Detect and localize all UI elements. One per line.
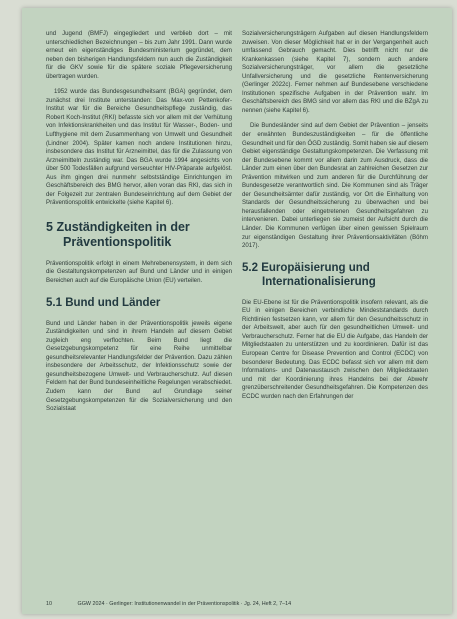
- section-number: 5.1: [46, 296, 62, 309]
- body-paragraph: Bund und Länder haben in der Präventionspolitik jeweils eigene Zuständigkeiten und sind in ihrem Handeln auf diesem Gebiet zugleich eng verflochten. Beim Bund liegt die Gesetzgebungskompetenz für eine Reihe unmittelbar gesundheitsrelevanter Handlungsfelder der Prävention. Dazu zählen insbesondere der Arbeitsschutz, der Infektionsschutz sowie der gesundheitsbezogene Umwelt- und Verbraucherschutz. Auf diesen Feldern hat der Bund bundeseinheitliche Regelungen verabschiedet. Zudem kann der Bund auf Grundlage seiner Gesetzgebungskompetenzen für die Sozialversicherung und den Sozialstaat: [46, 319, 232, 413]
- left-column: [46, 30, 232, 421]
- section-number: 5: [46, 219, 53, 234]
- page-footer: [46, 601, 436, 607]
- section-title-line1: Zuständigkeiten in der: [56, 219, 190, 234]
- body-paragraph: Sozialversicherungsträgern Aufgaben auf diesen Handlungsfeldern zuweisen. Von dieser Möglichkeit hat er in der Vergangenheit auch umfassend Gebrauch gemacht. Dies betrifft nicht nur die Krankenkassen (siehe Kapitel 7), sondern auch andere Sozialversicherungsträger, vor allem die gesetzliche Unfallversicherung und die gesetzliche Rentenversicherung (Gerlinger 2022c). Ferner nehmen auf Bundesebene verschiedene Institutionen spezifische Aufgaben in der Prävention wahr. Im Geschäftsbereich des BMG sind vor allem das RKI und die BZgA zu nennen (siehe Kapitel 6).: [242, 30, 428, 114]
- section-number: 5.2: [242, 261, 258, 274]
- section-heading-5-1: [46, 296, 232, 310]
- section-title-line2: Internationalisierung: [262, 275, 376, 288]
- right-column: [242, 30, 428, 408]
- body-paragraph: Die Bundesländer sind auf dem Gebiet der Prävention – jenseits der erwähnten Bundeszuständigkeiten – für die öffentliche Gesundheit und für den ÖGD zuständig. Somit haben sie auf diesem Gebiet eigenständige Gestaltungskompetenzen. Die Verfassung mit der Bundesebene kommt vor allem darin zum Ausdruck, dass die Länder zum einen über den Bundesrat an zahlreichen Gesetzen zur Prävention mitwirken und zum anderen für die Durchführung der Bundesgesetze verantwortlich sind. Die Kommunen sind als Träger der Gesundheitsämter dafür zuständig, vor Ort die Einhaltung von Standards der Gesundheitssicherung zu überwachen und bei herausfallenden oder eingetretenen Gesundheitsgefahren zu intervenieren. Dabei unterliegen sie zumeist der Aufsicht durch die Länder. Die Kommunen verfügen über einen gewissen Spielraum zur eigenständigen Gestaltung ihrer Präventionsaktivitäten (Böhm 2017).: [242, 122, 428, 250]
- section-heading-5: [46, 220, 232, 251]
- section-title-line2: Präventionspolitik: [63, 235, 172, 250]
- body-paragraph: Präventionspolitik erfolgt in einem Mehrebenensystem, in dem sich die Gestaltungskompetenzen auf Bund und Länder und in einigen Bereichen auch auf die Europäische Union (EU) verteilen.: [46, 259, 232, 285]
- section-title: Bund und Länder: [65, 296, 161, 309]
- body-paragraph: 1952 wurde das Bundesgesundheitsamt (BGA) gegründet, dem zunächst drei Institute unterstanden: Das Max-von Pettenkofer-Institut war für die Bereiche Gesundheitspflege zuständig, das Robert Koch-Institut (RKI) befasste sich vor allem mit der Verhütung von Infektionskrankheiten und das Institut für Wasser-, Boden- und Lufthygiene mit dem Zusammenhang von Umwelt und Gesundheit (Lindner 2004). Später kamen noch andere Institutionen hinzu, insbesondere das Institut für Arzneimittel, das für die Zulassung von Arzneimitteln zuständig war. Das BGA wurde 1994 angesichts von über 500 Todesfällen aufgrund verseuchter HIV-Präparate aufgelöst. Aus ihm gingen drei nunmehr selbstständige Einrichtungen im Geschäftsbereich des BMG hervor, allen voran das RKI, das sich in der Folgezeit zur zentralen Bundeseinrichtung auf dem Gebiet der Präventionspolitik entwickelte (siehe Kapitel 6).: [46, 88, 232, 207]
- section-heading-5-2: [242, 261, 428, 289]
- footer-citation: GGW 2024 · Gerlinger: Institutionenwandel in der Präventionspolitik · Jg. 24, Heft 2, 7–14: [77, 601, 292, 607]
- document-page: [22, 8, 452, 614]
- body-paragraph: Die EU-Ebene ist für die Präventionspolitik insofern relevant, als die EU in einigen Bereichen verbindliche Mindeststandards durch Richtlinien festsetzen kann, vor allem für den Gesundheitsschutz in der Arbeitswelt, aber auch für den gesundheitlichen Umwelt- und Verbraucherschutz. Ferner hat die EU die Aufgabe, das Handeln der Mitgliedstaaten zu unterstützen und zu koordinieren. Dafür ist das European Centre for Disease Prevention and Control (ECDC) von besonderer Bedeutung. Das ECDC befasst sich vor allem mit dem Informations- und Datenaustausch zwischen den Mitgliedstaaten und mit der Koordinierung ihres Handelns bei der Abwehr grenzüberschreitender Gesundheitsgefahren. Die Kompetenzen des ECDC wurden nach den Erfahrungen der: [242, 298, 428, 400]
- section-title-line1: Europäisierung und: [261, 261, 370, 274]
- body-paragraph: und Jugend (BMFJ) eingegliedert und verblieb dort – mit unterschiedlichen Bezeichnungen – bis zum Jahr 1991. Dann wurde erneut ein eigenständiges Bundesministerium gegründet, dem neben den bisherigen Handlungsfeldern nun auch die Zuständigkeit für die GKV sowie für die spätere soziale Pflegeversicherung übertragen wurden.: [46, 30, 232, 80]
- page-number: 10: [46, 601, 52, 607]
